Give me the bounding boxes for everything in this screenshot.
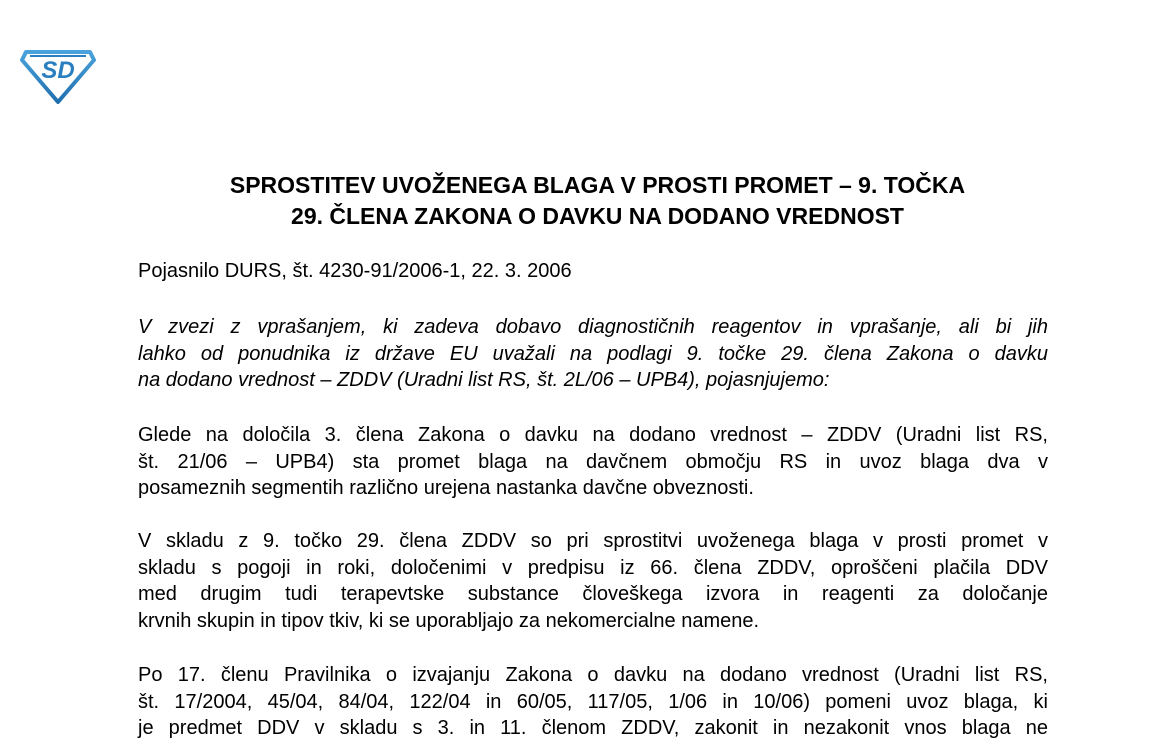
paragraph-line: posameznih segmentih različno urejena nastanka davčne obveznosti. bbox=[138, 477, 754, 499]
paragraph-line: lahko od ponudnika iz države EU uvažali na podlagi 9. točke 29. člena Zakona o davku bbox=[138, 342, 1048, 365]
title-line-1: SPROSTITEV UVOŽENEGA BLAGA V PROSTI PROMET – 9. TOČKA bbox=[229, 172, 966, 198]
paragraph-line: V skladu z 9. točko 29. člena ZDDV so pri sprostitvi uvoženega blaga v prosti promet v bbox=[138, 530, 1048, 552]
paragraph-article-29 bbox=[138, 528, 1048, 634]
sd-shield-logo-icon bbox=[20, 46, 96, 104]
title-line-2: 29. ČLENA ZAKONA O DAVKU NA DODANO VREDNOST bbox=[291, 203, 904, 229]
paragraph-line: Po 17. členu Pravilnika o izvajanju Zakona o davku na dodano vrednost (Uradni list RS, bbox=[138, 664, 1048, 686]
paragraph-line: št. 21/06 – UPB4) sta promet blaga na davčnem območju RS in uvoz blaga dva v bbox=[138, 450, 1048, 473]
document-title bbox=[110, 170, 1085, 232]
paragraph-line: V zvezi z vprašanjem, ki zadeva dobavo diagnostičnih reagentov in vprašanje, ali bi jih bbox=[138, 316, 1048, 338]
reference-text: Pojasnilo DURS, št. 4230-91/2006-1, 22. 3. 2006 bbox=[138, 260, 572, 282]
paragraph-line: na dodano vrednost – ZDDV (Uradni list RS, št. 2L/06 – UPB4), pojasnjujemo: bbox=[138, 369, 830, 391]
paragraph-intro bbox=[138, 314, 1048, 394]
paragraph-article-3 bbox=[138, 422, 1048, 502]
paragraph-line: Glede na določila 3. člena Zakona o davku na dodano vrednost – ZDDV (Uradni list RS, bbox=[138, 424, 1048, 446]
paragraph-line: št. 17/2004, 45/04, 84/04, 122/04 in 60/05, 117/05, 1/06 in 10/06) pomeni uvoz blaga, ki bbox=[138, 690, 1048, 713]
paragraph-line: skladu s pogoji in roki, določenimi v predpisu iz 66. člena ZDDV, oproščeni plačila DDV bbox=[138, 556, 1048, 579]
paragraph-line: med drugim tudi terapevtske substance človeškega izvora in reagenti za določanje bbox=[138, 583, 1048, 605]
paragraph-line: je predmet DDV v skladu s 3. in 11. členom ZDDV, zakonit in nezakonit vnos blaga ne bbox=[138, 717, 1048, 739]
paragraph-rulebook-17 bbox=[138, 662, 1048, 742]
paragraph-line: krvnih skupin in tipov tkiv, ki se uporabljajo za nekomercialne namene. bbox=[138, 609, 760, 632]
logo-letters: SD bbox=[41, 57, 75, 84]
document-reference bbox=[138, 258, 1048, 285]
